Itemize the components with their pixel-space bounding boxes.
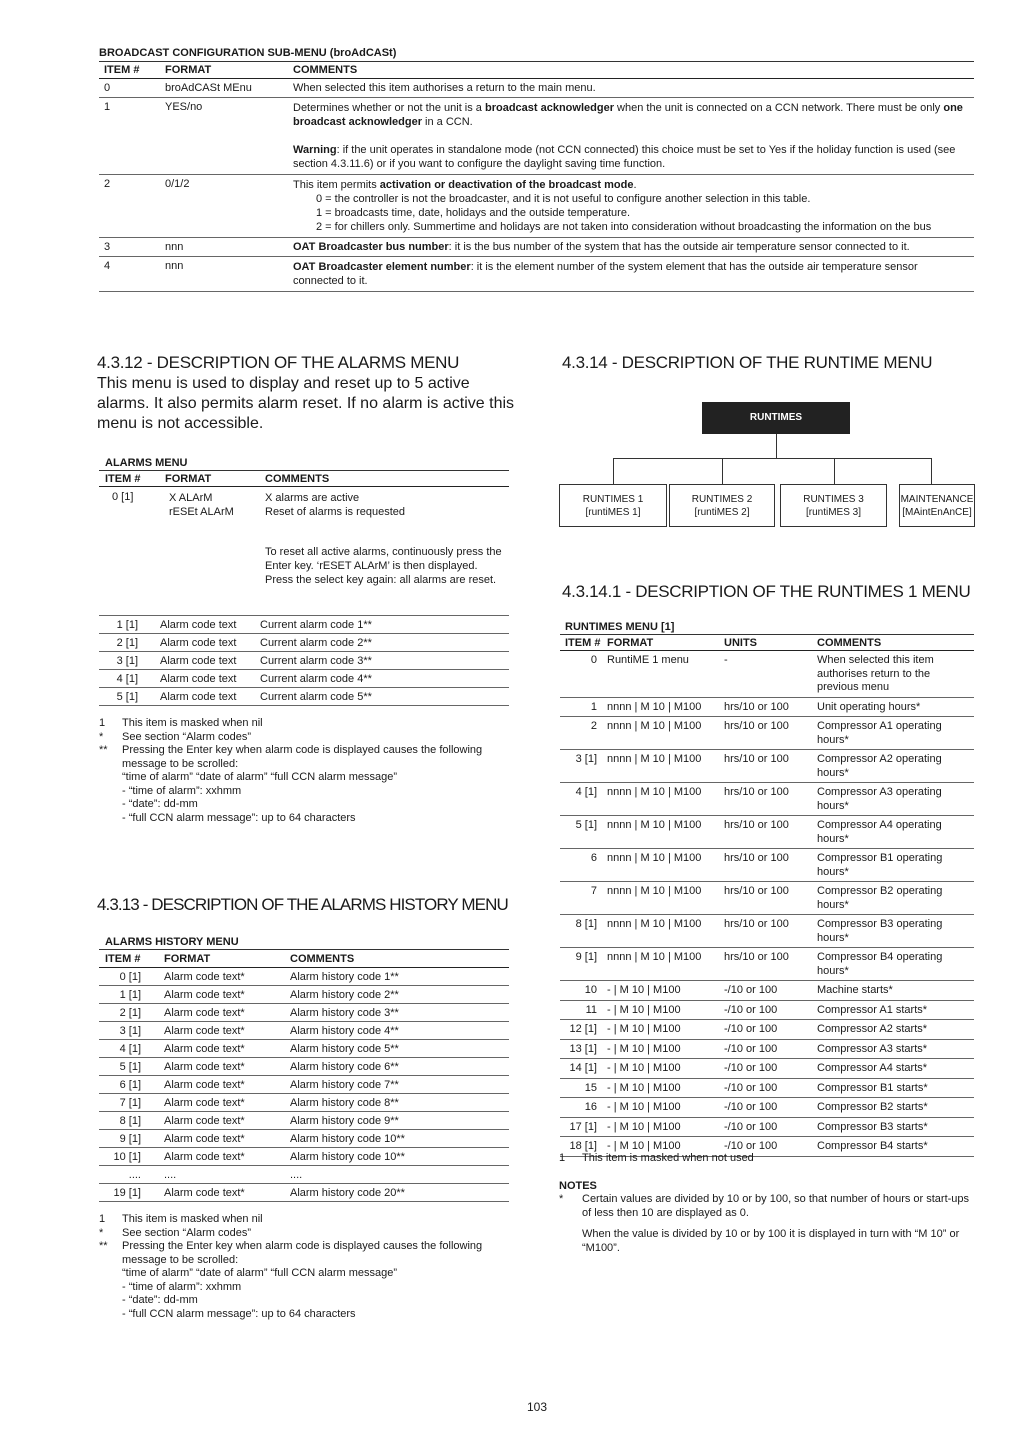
table-row: 10 - | M 10 | M100 -/10 or 100 Machine starts* [560,981,974,1001]
table-row: 9 [1] nnnn | M 10 | M100 hrs/10 or 100 Compressor B4 operating hours* [560,948,974,981]
table-row: 8 [1] Alarm code text* Alarm history code 9** [99,1112,509,1130]
note-line: - “time of alarm”: xxhmm [122,784,242,797]
tree-connector [834,458,835,484]
runtimes1-section [560,620,974,1157]
note-line: - “date”: dd-mm [122,798,198,810]
table-row: 2 nnnn | M 10 | M100 hrs/10 or 100 Compressor A1 operating hours* [560,717,974,750]
table-row: 15 - | M 10 | M100 -/10 or 100 Compressor B1 starts* [560,1078,974,1098]
runtime-child-box: RUNTIMES 1 [runtiMES 1] [559,484,667,527]
note-line: “time of alarm” “date of alarm” “full CCN alarm message” [122,771,398,783]
alarms-intro: This menu is used to display and reset up to 5 active alarms. It also permits alarm reset. If no alarm is active this menu is not accessible. [97,375,515,432]
note-line: ** Pressing the Enter key when alarm code is displayed causes the following message to be scrolled: [99,1240,483,1266]
table-header [99,62,974,79]
runtime-child-box: RUNTIMES 2 [runtiMES 2] [669,484,775,527]
table-row: 0 [1] Alarm code text* Alarm history code 1** [99,968,509,986]
table-row: 6 [1] Alarm code text* Alarm history code 7** [99,1076,509,1094]
table-row: 7 nnnn | M 10 | M100 hrs/10 or 100 Compressor B2 operating hours* [560,882,974,915]
table-row: 4 [1] nnnn | M 10 | M100 hrs/10 or 100 Compressor A3 operating hours* [560,783,974,816]
note-line: 1 This item is masked when nil [99,717,263,729]
table-header: ITEM # FORMAT UNITS COMMENTS [560,635,974,651]
col-format: FORMAT [165,64,212,76]
alarms-notes [99,717,509,825]
table-row: 17 [1] - | M 10 | M100 -/10 or 100 Compressor B3 starts* [560,1117,974,1137]
history-table [99,949,509,1202]
page-number: 103 [526,1400,548,1414]
table-row: 1 [1] Alarm code text* Alarm history code 2** [99,986,509,1004]
table-row: 3 [1] Alarm code text Current alarm code 3** [99,652,509,670]
table-row: 5 [1] Alarm code text* Alarm history code 6** [99,1058,509,1076]
history-notes [99,1213,509,1321]
note-line: * See section “Alarm codes” [99,1226,251,1239]
note-line: - “full CCN alarm message”: up to 64 characters [122,1307,356,1320]
runtimes1-notes: 1 This item is masked when not used NOTES * Certain values are divided by 10 or by 100, so that number of hours or start-ups of less then 10 are displayed as 0. When the value is divided by 10 or by 100 it is displayed in turn with “M 10” or “M100”. [559,1152,974,1255]
broadcast-title: BROADCAST CONFIGURATION SUB-MENU (broAdCASt) [99,47,397,59]
tree-connector [776,434,777,458]
table-row: 2 [1] Alarm code text Current alarm code 2** [99,634,509,652]
table-row: 0 [1] X ALArM rESEt ALArM X alarms are active Reset of alarms is requested To reset all active alarms, continuously press the Enter key. ‘rESET ALArM’ is then displayed. Press the select key again: all alarms are reset. [99,487,509,616]
table-row: 18 [1] - | M 10 | M100 -/10 or 100 Compressor B4 starts* [560,1137,974,1157]
table-header: ITEM # FORMAT COMMENTS [99,950,509,968]
table-row: 0 broAdCASt MEnu When selected this item authorises a return to the main menu. [99,79,974,98]
table-row: 1 nnnn | M 10 | M100 hrs/10 or 100 Unit operating hours* [560,697,974,717]
tree-connector [931,458,932,484]
tree-connector [722,458,723,484]
alarms-heading: 4.3.12 - DESCRIPTION OF THE ALARMS MENU [97,353,460,372]
note-line: - “full CCN alarm message”: up to 64 characters [122,811,356,824]
broadcast-section [99,46,974,292]
runtimes1-heading: 4.3.14.1 - DESCRIPTION OF THE RUNTIMES 1 MENU [562,582,971,601]
alarms-table [99,470,509,616]
table-row: 4 nnn OAT Broadcaster element number: it is the element number of the system element that has the outside air temperature sensor connected to it. [99,257,974,292]
note-line: - “date”: dd-mm [122,1294,198,1306]
runtime-heading: 4.3.14 - DESCRIPTION OF THE RUNTIME MENU [562,353,933,372]
history-heading: 4.3.13 - DESCRIPTION OF THE ALARMS HISTORY MENU [97,895,508,914]
runtimes1-table [560,634,974,1157]
runtime-child-box: MAINTENANCE [MAintEnAnCE] [899,484,975,527]
table-row: .... .... .... [99,1166,509,1184]
tree-connector [613,458,614,484]
col-item: ITEM # [104,64,140,76]
table-row: 2 0/1/2 This item permits activation or deactivation of the broadcast mode. 0 = the controller is not the broadcaster, and it is not useful to configure another selection in this table. 1 = broadcasts time, date, holidays and the outside temperature. 2 = for chillers only. Summertime and holidays are not taken into consideration without broadcasting the information on the bus [99,175,974,238]
table-row: 4 [1] Alarm code text Current alarm code 4** [99,670,509,688]
table-row: 13 [1] - | M 10 | M100 -/10 or 100 Compressor A3 starts* [560,1039,974,1059]
history-section [99,935,509,1202]
table-row: 3 nnn OAT Broadcaster bus number: it is the bus number of the system that has the outside air temperature sensor connected to it. [99,238,974,257]
table-row: 8 [1] nnnn | M 10 | M100 hrs/10 or 100 Compressor B3 operating hours* [560,915,974,948]
table-row: 4 [1] Alarm code text* Alarm history code 5** [99,1040,509,1058]
table-row: 5 [1] nnnn | M 10 | M100 hrs/10 or 100 Compressor A4 operating hours* [560,816,974,849]
table-row: 0 RuntiME 1 menu - When selected this item authorises return to the previous menu [560,651,974,698]
table-row: 5 [1] Alarm code text Current alarm code 5** [99,688,509,706]
table-row: 1 YES/no Determines whether or not the unit is a broadcast acknowledger when the unit is connected on a CCN network. There must be only one broadcast acknowledger in a CCN. Warning: if the unit operates in standalone mode (not CCN connected) this choice must be set to Yes if the holiday function is used (see section 4.3.11.6) or if you want to configure the daylight saving time function. [99,98,974,175]
tree-connector [613,458,931,459]
alarms-menu-caption: ALARMS MENU [105,457,188,469]
note-line: - “time of alarm”: xxhmm [122,1280,242,1293]
table-row: 2 [1] Alarm code text* Alarm history code 3** [99,1004,509,1022]
runtime-tree [559,402,975,530]
history-caption: ALARMS HISTORY MENU [105,936,239,948]
runtime-child-box: RUNTIMES 3 [runtiMES 3] [780,484,887,527]
table-row: 3 [1] nnnn | M 10 | M100 hrs/10 or 100 Compressor A2 operating hours* [560,750,974,783]
col-comments: COMMENTS [293,64,358,76]
alarms-menu-section [99,456,509,706]
runtimes1-caption: RUNTIMES MENU [1] [565,621,675,633]
table-row: 11 - | M 10 | M100 -/10 or 100 Compressor A1 starts* [560,1000,974,1020]
table-row: 9 [1] Alarm code text* Alarm history code 10** [99,1130,509,1148]
note-line: ** Pressing the Enter key when alarm code is displayed causes the following message to be scrolled: [99,744,483,770]
note-line: “time of alarm” “date of alarm” “full CCN alarm message” [122,1267,398,1279]
table-row: 12 [1] - | M 10 | M100 -/10 or 100 Compressor A2 starts* [560,1020,974,1040]
table-row: 3 [1] Alarm code text* Alarm history code 4** [99,1022,509,1040]
table-header: ITEM # FORMAT COMMENTS [99,471,509,487]
broadcast-table [99,61,974,292]
note-line: 1 This item is masked when nil [99,1213,263,1225]
table-row: 6 nnnn | M 10 | M100 hrs/10 or 100 Compressor B1 operating hours* [560,849,974,882]
table-row: 16 - | M 10 | M100 -/10 or 100 Compressor B2 starts* [560,1098,974,1118]
notes-title: NOTES [559,1179,597,1192]
alarms-rows-table [99,616,509,706]
note-line: * See section “Alarm codes” [99,730,251,743]
table-row: 10 [1] Alarm code text* Alarm history code 10** [99,1148,509,1166]
table-row: 14 [1] - | M 10 | M100 -/10 or 100 Compressor A4 starts* [560,1059,974,1079]
table-row: 1 [1] Alarm code text Current alarm code 1** [99,616,509,634]
table-row: 19 [1] Alarm code text* Alarm history code 20** [99,1184,509,1202]
runtime-root-box: RUNTIMES [702,402,850,434]
table-row: 7 [1] Alarm code text* Alarm history code 8** [99,1094,509,1112]
